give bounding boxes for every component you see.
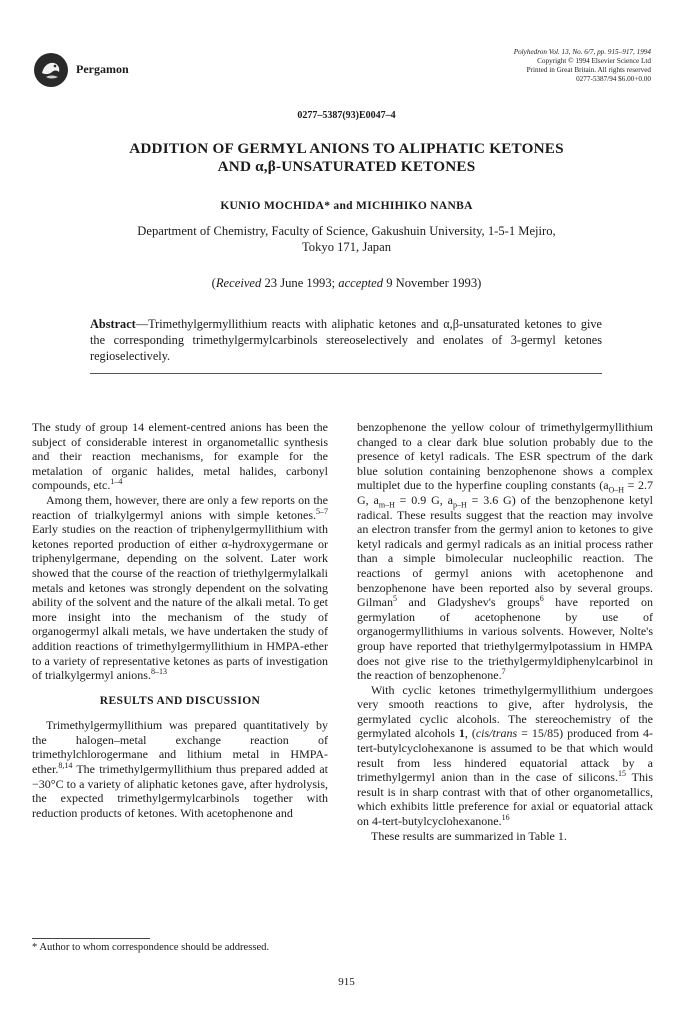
paragraph-text: cis/trans [475, 726, 518, 741]
citation: 6 [539, 594, 544, 604]
abstract-text: —Trimethylgermyllithium reacts with aliphatic ketones and α,β-unsaturated ketones to give the corresponding trimethylgermylcarbinols stereoselectively and enolates of 3-germyl ketones regioselectively. [90, 317, 602, 363]
footnote: * Author to whom correspondence should be addressed. [32, 942, 270, 953]
affiliation-line-1: Department of Chemistry, Faculty of Science, Gakushuin University, 1-5-1 Mejiro, [137, 224, 556, 238]
citation: 15 [617, 769, 626, 779]
accepted-date: 9 November 1993 [386, 276, 478, 290]
paragraph-text: and Gladyshev's groups [397, 595, 540, 610]
subscript: m–H [378, 500, 395, 510]
citation: 7 [501, 667, 506, 677]
affiliation [90, 223, 603, 255]
paragraph-text: = 3.6 G) of the benzophenone ketyl radical. These results suggest that the reaction may involve an electron transfer from the germyl anion to ketones to give ketyl radicals and germyl radicals as an initial process rather than a simple bimolecular nucleophilic reaction. The reactions of germyl anions with acetophenone and benzophenone have been reported also by several groups. Gilman [357, 492, 654, 610]
abstract-label: Abstract [90, 317, 136, 331]
subscript: p–H [452, 500, 467, 510]
paragraph [357, 420, 653, 683]
citation: 5 [393, 594, 397, 604]
paragraph-text: This result is in sharp contrast with that of other organometallics, which exhibits little preference for axial or equatorial attack on 4-tert-butylcyclohexanone. [357, 770, 653, 829]
publisher-logo-icon [34, 53, 68, 87]
abstract-divider [90, 373, 602, 374]
received-date: 23 June 1993 [264, 276, 332, 290]
paragraph-text: = 0.9 G, a [394, 492, 453, 507]
title-line-1: ADDITION OF GERMYL ANIONS TO ALIPHATIC KETONES [129, 140, 564, 157]
article-code: 0277–5387(93)E0047–4 [297, 110, 396, 121]
article-title [60, 140, 633, 176]
paragraph-text: = 2.7 G, a [357, 478, 653, 507]
paragraph-text: The trimethylgermyllithium thus prepared added at −30°C to a variety of aliphatic ketones gave, after hydrolysis, the expected trimethylgermylcarbinols together with reduction products of ketones. With acetophenone and [32, 762, 328, 820]
section-heading: RESULTS AND DISCUSSION [99, 694, 261, 707]
abstract [90, 316, 602, 364]
paragraph [357, 683, 653, 829]
paragraph-text: With cyclic ketones trimethylgermyllithium undergoes very smooth reactions to give, after hydrolysis, the germylated cyclic alcohols. The stereochemistry of the germylated alcohols [357, 682, 653, 741]
compound-number: 1 [458, 726, 465, 741]
citation: 16 [501, 813, 510, 823]
title-line-2: AND α,β-UNSATURATED KETONES [217, 158, 476, 175]
paragraph-text: benzophenone the yellow colour of trimethylgermyllithium changed to a clear dark blue solution probably due to the presence of ketyl radicals. The ESR spectrum of the dark blue solution containing benzophenone shows a complex multiplet due to the hyperfine coupling constants (a [357, 420, 653, 493]
copyright-line: Copyright © 1994 Elsevier Science Ltd [537, 57, 651, 65]
received-label: Received [215, 276, 262, 290]
affiliation-line-2: Tokyo 171, Japan [301, 240, 391, 254]
paragraph [32, 493, 328, 683]
journal-info [514, 48, 651, 84]
left-column [32, 420, 328, 820]
paragraph [32, 718, 328, 820]
paragraph-text: have reported on germylation of acetophenone by use of organogermyllithiums in various solvents. However, Nolte's group have reported that triethylgermylpotassium in HMPA does not give rise to the triethylgermyldiphenylcarbinol in the reaction of benzophenone. [357, 595, 653, 683]
accepted-label: accepted [338, 276, 384, 290]
footnote-divider [32, 938, 150, 939]
paragraph: These results are summarized in Table 1. [371, 828, 567, 843]
citation: 8,14 [58, 761, 73, 771]
citation: 5–7 [316, 506, 328, 516]
citation: 1–4 [110, 477, 123, 487]
journal-citation: Polyhedron Vol. 13, No. 6/7, pp. 915–917, 1994 [513, 48, 651, 56]
publisher-name: Pergamon [76, 62, 129, 76]
paragraph-text: The study of group 14 element-centred anions has been the subject of considerable interest in organometallic synthesis and their reaction mechanisms, for example for the metalation of organic halides, metal halides, carbonyl compounds, etc. [32, 420, 328, 493]
subscript: O–H [608, 485, 625, 495]
citation: 8–13 [150, 667, 167, 677]
issn-price: 0277-5387/94 $6.00+0.00 [576, 75, 651, 83]
paragraph-text: , ( [464, 726, 476, 741]
paragraph-text: = 15/85) produced from 4-tert-butylcyclohexanone is assumed to be that which would result from less hindered equatorial attack by a trimethylgermyl anion than in the case of silicons. [357, 726, 653, 785]
paragraph-text: Trimethylgermyllithium was prepared quantitatively by the halogen–metal exchange reaction of trimethylchlorogermane and lithium metal in HMPA-ether. [32, 718, 328, 777]
page-number: 915 [338, 976, 355, 988]
paragraph-text: Among them, however, there are only a few reports on the reaction of trialkylgermyl anions with simple ketones. [32, 492, 328, 522]
authors: KUNIO MOCHIDA* and MICHIHIKO NANBA [220, 200, 473, 212]
right-column [357, 420, 653, 843]
paragraph-text: Early studies on the reaction of triphenylgermyllithium with ketones reported production of either α-hydroxygermane or triphenylgermane, depending on the solvent. Later work showed that the course of the reaction of triethylgermylalkali metals and ketones was strongly dependent on the solvating ability of the solvent and the nature of the alkali metal. To get more insight into the mechanism of the study of organogermyl alkali metals, we have undertaken the study of addition reactions of trimethylgermyllithium in HMPA-ether to a variety of representative ketones as parts of investigation of trialkylgermyl anions. [32, 522, 328, 683]
printed-line: Printed in Great Britain. All rights reserved [526, 66, 651, 74]
paragraph [32, 420, 328, 493]
received-dates: (Received 23 June 1993; accepted 9 November 1993) [211, 276, 482, 290]
